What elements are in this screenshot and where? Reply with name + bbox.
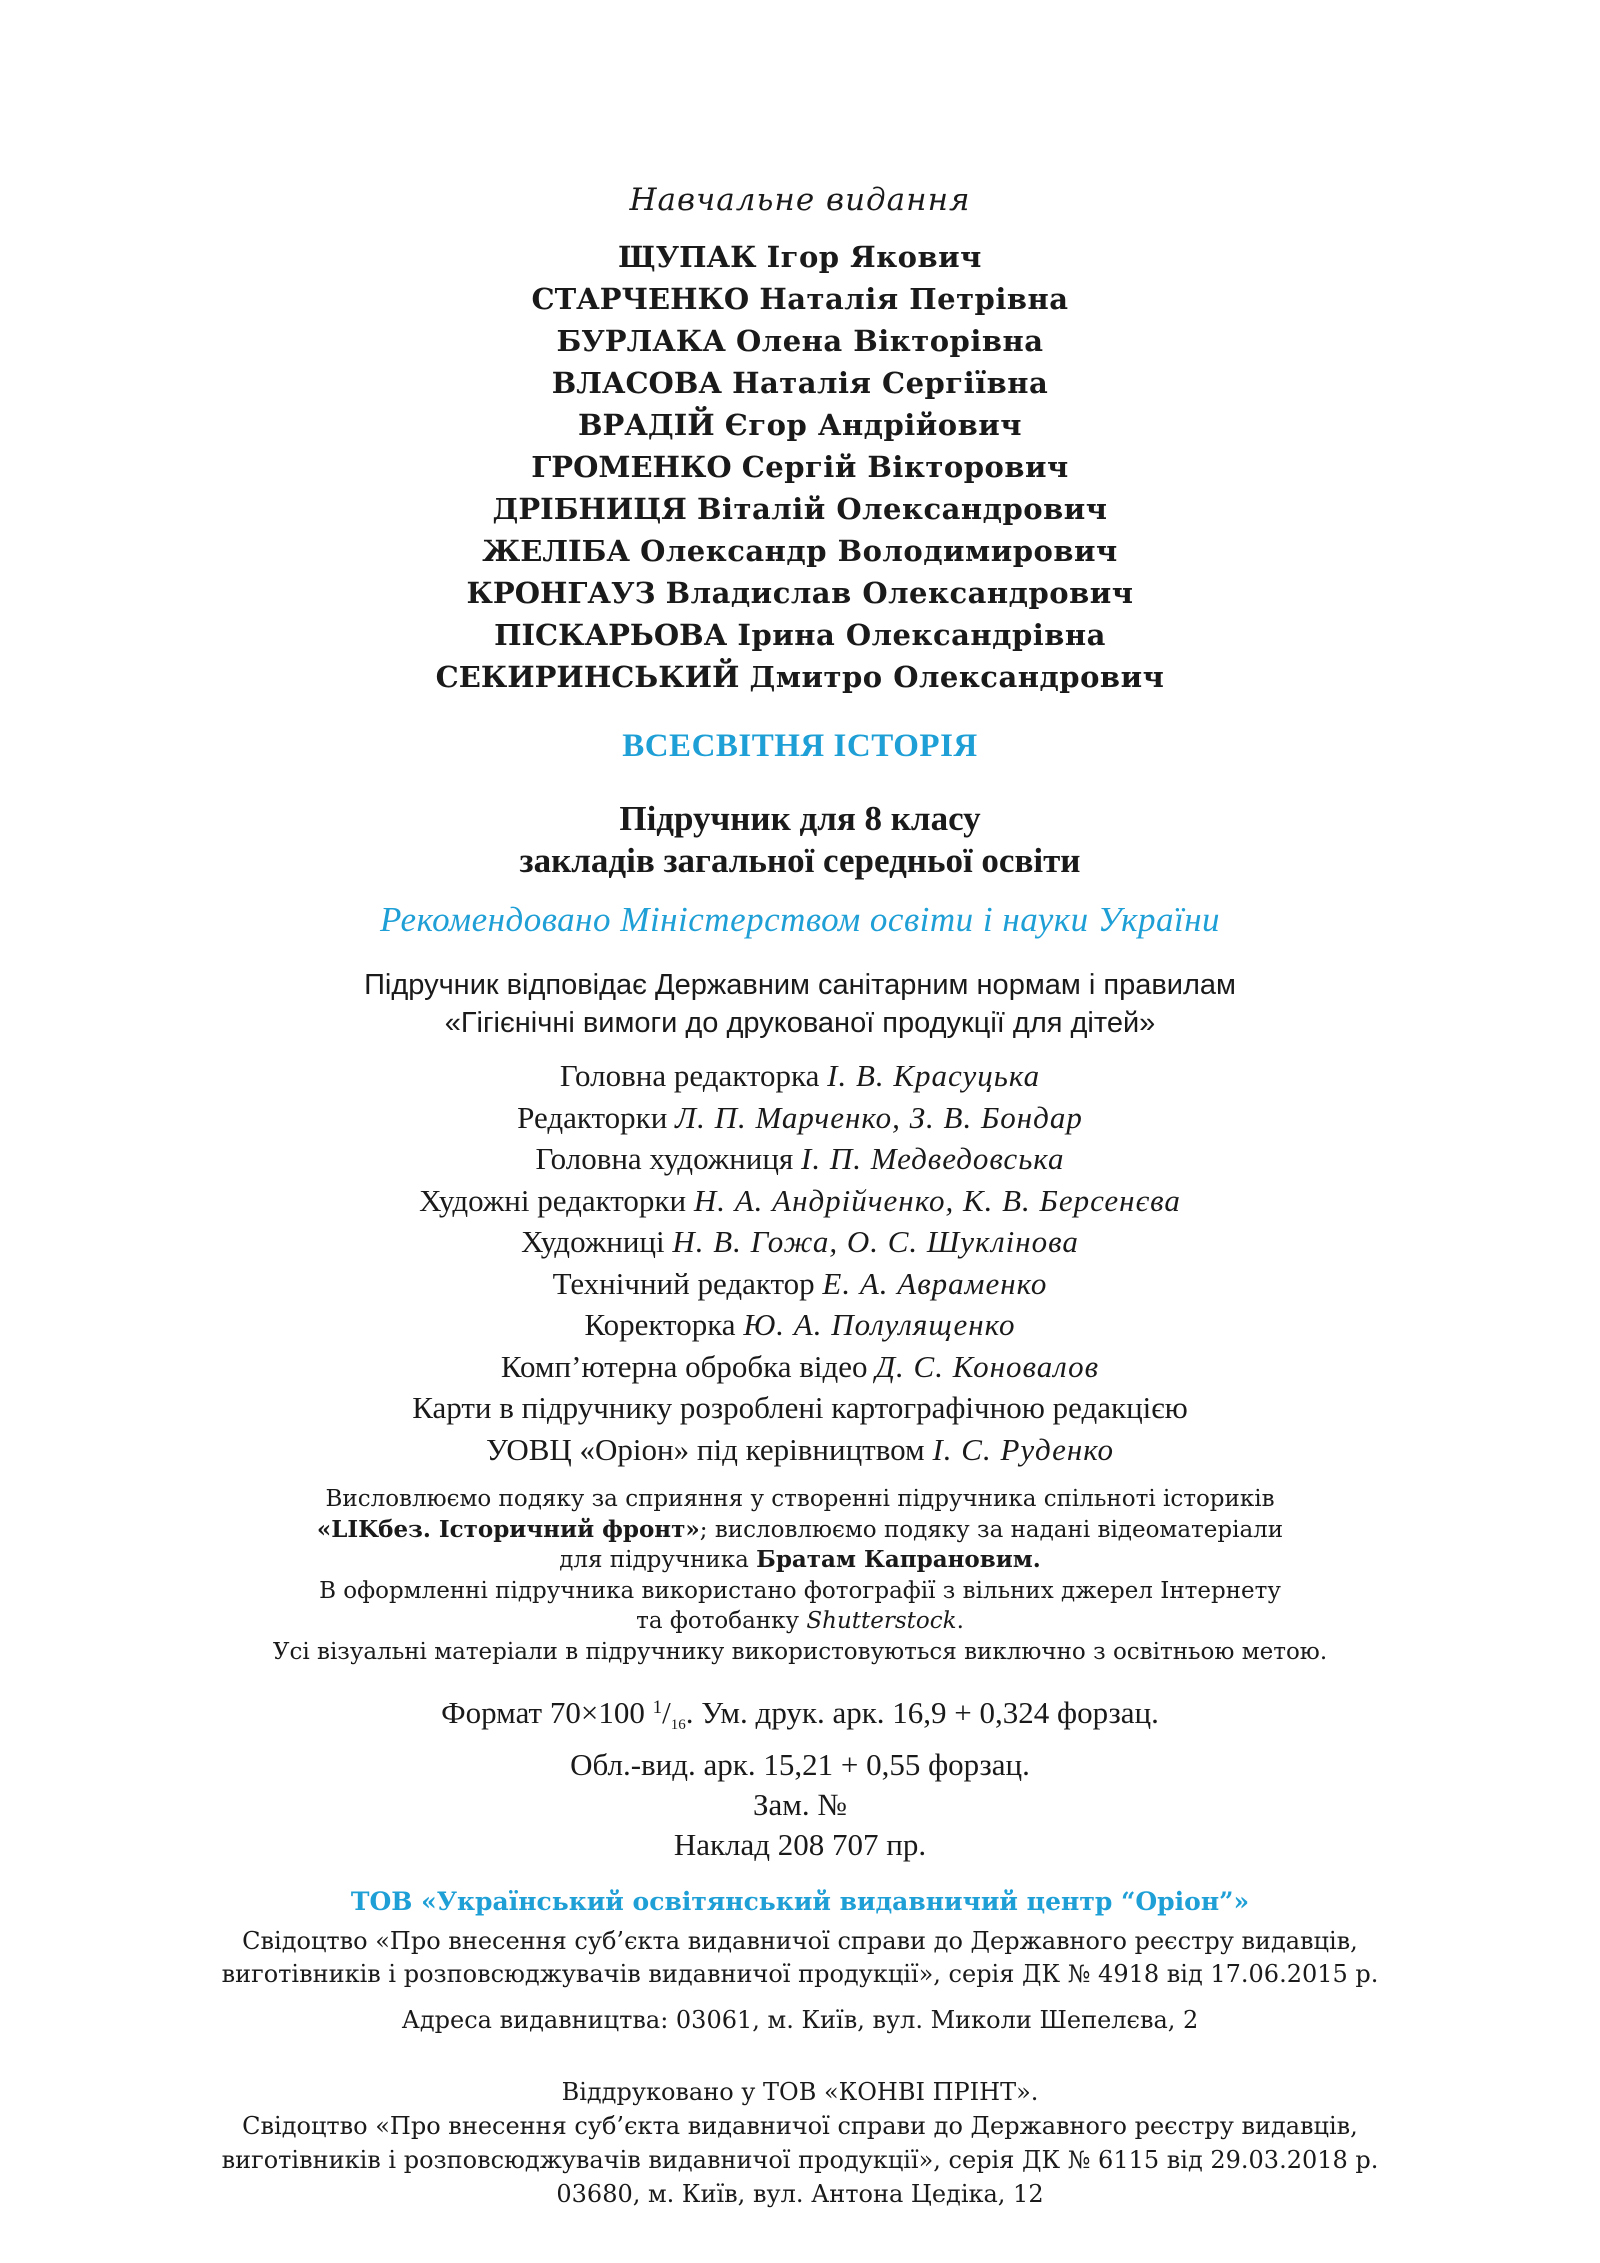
author: [0, 572, 1600, 614]
hygiene-line: Підручник відповідає Державним санітарним нормам і правилам: [364, 969, 1236, 1001]
staff-line: [0, 1263, 1600, 1305]
editorial-staff: [0, 1055, 1600, 1470]
author-given-name: Віталій Олександрович: [696, 492, 1108, 526]
print-format: [0, 1688, 1600, 1865]
author-surname: СТАРЧЕНКО: [531, 282, 750, 316]
author-surname: ГРОМЕНКО: [531, 450, 732, 484]
authors-list: [0, 236, 1600, 698]
hygiene-compliance: [0, 966, 1600, 1042]
author-surname: СЕКИРИНСЬКИЙ: [435, 660, 740, 694]
author: [0, 320, 1600, 362]
author-given-name: Олександр Володимирович: [640, 534, 1118, 568]
author: [0, 446, 1600, 488]
fraction-denominator: 16: [670, 1717, 686, 1733]
author-surname: ПІСКАРЬОВА: [494, 618, 728, 652]
staff-names: І. П. Медведовська: [801, 1141, 1065, 1176]
staff-role: Головна художниця: [535, 1141, 794, 1176]
author-given-name: Наталія Петрівна: [759, 282, 1069, 316]
format-suffix: . Ум. друк. арк. 16,9 + 0,324 форзац.: [685, 1695, 1159, 1730]
staff-names: Ю. А. Полулященко: [743, 1307, 1016, 1342]
certificate-line: виготівників і розповсюджувачів видавничої продукції», серія ДК № 4918 від 17.06.2015 р.: [221, 1960, 1379, 1988]
author-given-name: Єгор Андрійович: [724, 408, 1023, 442]
thanks-text: .: [956, 1608, 964, 1634]
author-surname: ДРІБНИЦЯ: [492, 492, 687, 526]
staff-names: Н. А. Андрійченко, К. В. Берсенєва: [693, 1182, 1181, 1218]
author-surname: ВЛАСОВА: [551, 366, 722, 400]
staff-line: [0, 1304, 1600, 1346]
author-surname: ВРАДІЙ: [577, 408, 715, 442]
staff-line: [0, 1055, 1600, 1097]
staff-names: Н. В. Гожа, О. С. Шуклінова: [672, 1224, 1079, 1259]
staff-role: Художні редакторки: [419, 1182, 687, 1218]
thanks-line: [0, 1515, 1600, 1546]
subtitle-line: закладів загальної середньої освіти: [519, 841, 1081, 880]
author-surname: ЖЕЛІБА: [482, 534, 630, 568]
printer-line: Віддруковано у ТОВ «КОНВІ ПРІНТ».: [561, 2078, 1039, 2106]
author-given-name: Дмитро Олександрович: [749, 660, 1165, 694]
staff-names: Л. П. Марченко, З. В. Бондар: [675, 1099, 1083, 1135]
staff-role: Художниці: [521, 1224, 665, 1259]
acknowledgements: [0, 1484, 1600, 1667]
staff-role: Технічний редактор: [552, 1265, 815, 1301]
staff-role: Комп’ютерна обробка відео: [500, 1348, 868, 1384]
thanks-line: [0, 1545, 1600, 1576]
author: [0, 656, 1600, 698]
staff-line: [0, 1097, 1600, 1139]
author-surname: БУРЛАКА: [556, 324, 726, 358]
format-line: [0, 1688, 1600, 1745]
certificate-line: Свідоцтво «Про внесення суб’єкта видавничої справи до Державного реєстру видавців,: [242, 1927, 1358, 1955]
staff-role: Головна редакторка: [559, 1058, 820, 1093]
edition-type: Навчальне видання: [629, 182, 971, 218]
format-prefix: Формат 70×100: [441, 1695, 653, 1730]
thanks-text: ; висловлюємо подяку за надані відеоматеріали: [699, 1516, 1284, 1543]
staff-names: І. С. Руденко: [932, 1431, 1115, 1467]
author: [0, 530, 1600, 572]
staff-line: [0, 1138, 1600, 1180]
author-surname: ЩУПАК: [618, 240, 757, 274]
book-title: ВСЕСВІТНЯ ІСТОРІЯ: [622, 728, 978, 764]
thanks-line: [0, 1606, 1600, 1637]
staff-line: [0, 1346, 1600, 1388]
author-given-name: Ірина Олександрівна: [737, 618, 1106, 652]
author-surname: КРОНГАУЗ: [466, 576, 656, 610]
publisher-certificate: [0, 1925, 1600, 1991]
staff-role: УОВЦ «Оріон» під керівництвом: [485, 1431, 925, 1467]
staff-role: Редакторки: [517, 1099, 668, 1135]
author-given-name: Наталія Сергіївна: [732, 366, 1049, 400]
staff-names: І. В. Красуцька: [827, 1058, 1041, 1093]
photobank-name: Shutterstock: [806, 1608, 957, 1634]
subtitle-line: Підручник для 8 класу: [619, 799, 981, 838]
format-line: Зам. №: [753, 1787, 847, 1822]
thanks-text: для підручника: [559, 1547, 757, 1573]
format-fraction: [652, 1695, 686, 1733]
author-given-name: Владислав Олександрович: [665, 576, 1134, 610]
format-line: Обл.-вид. арк. 15,21 + 0,55 форзац.: [570, 1747, 1030, 1782]
printer-info: [0, 2075, 1600, 2211]
staff-role: Коректорка: [584, 1307, 736, 1342]
author-given-name: Ігор Якович: [766, 240, 982, 274]
staff-line: [0, 1387, 1600, 1429]
fraction-slash: /: [662, 1695, 671, 1730]
author: [0, 278, 1600, 320]
publisher-name: ТОВ «Український освітянський видавничий центр “Оріон”»: [350, 1887, 1250, 1916]
format-line: Наклад 208 707 пр.: [673, 1827, 927, 1862]
staff-names: Е. А. Авраменко: [822, 1265, 1048, 1301]
staff-names: Д. С. Коновалов: [875, 1348, 1100, 1384]
hygiene-line: «Гігієнічні вимоги до друкованої продукції для дітей»: [444, 1007, 1156, 1039]
ministry-recommendation: Рекомендовано Міністерством освіти і науки України: [379, 900, 1221, 939]
thanks-line: В оформленні підручника використано фотографії з вільних джерел Інтернету: [319, 1577, 1281, 1604]
printer-address: 03680, м. Київ, вул. Антона Цедіка, 12: [556, 2180, 1044, 2208]
author: [0, 236, 1600, 278]
author: [0, 614, 1600, 656]
author: [0, 488, 1600, 530]
staff-line: [0, 1180, 1600, 1222]
thanks-line: Висловлюємо подяку за сприяння у створенні підручника спільноті істориків: [325, 1486, 1275, 1512]
author-given-name: Сергій Вікторович: [741, 450, 1069, 484]
author: [0, 404, 1600, 446]
printer-certificate-line: виготівників і розповсюджувачів видавничої продукції», серія ДК № 6115 від 29.03.2018 р.: [221, 2146, 1379, 2174]
staff-role: Карти в підручнику розроблені картографічною редакцією: [412, 1390, 1188, 1425]
printer-certificate-line: Свідоцтво «Про внесення суб’єкта видавничої справи до Державного реєстру видавців,: [242, 2112, 1358, 2140]
fraction-numerator: 1: [652, 1697, 663, 1718]
thanks-highlight: «LIKбез. Історичний фронт»: [316, 1515, 700, 1543]
book-subtitle: [0, 798, 1600, 882]
publisher-address: Адреса видавництва: 03061, м. Київ, вул. Миколи Шепелєва, 2: [401, 2006, 1199, 2034]
author-given-name: Олена Вікторівна: [735, 324, 1044, 358]
thanks-text: та фотобанку: [636, 1608, 807, 1634]
staff-line: [0, 1429, 1600, 1471]
thanks-highlight: Братам Капрановим.: [756, 1546, 1041, 1573]
staff-line: [0, 1221, 1600, 1263]
author: [0, 362, 1600, 404]
thanks-line: Усі візуальні матеріали в підручнику використовуються виключно з освітньою метою.: [272, 1638, 1328, 1665]
